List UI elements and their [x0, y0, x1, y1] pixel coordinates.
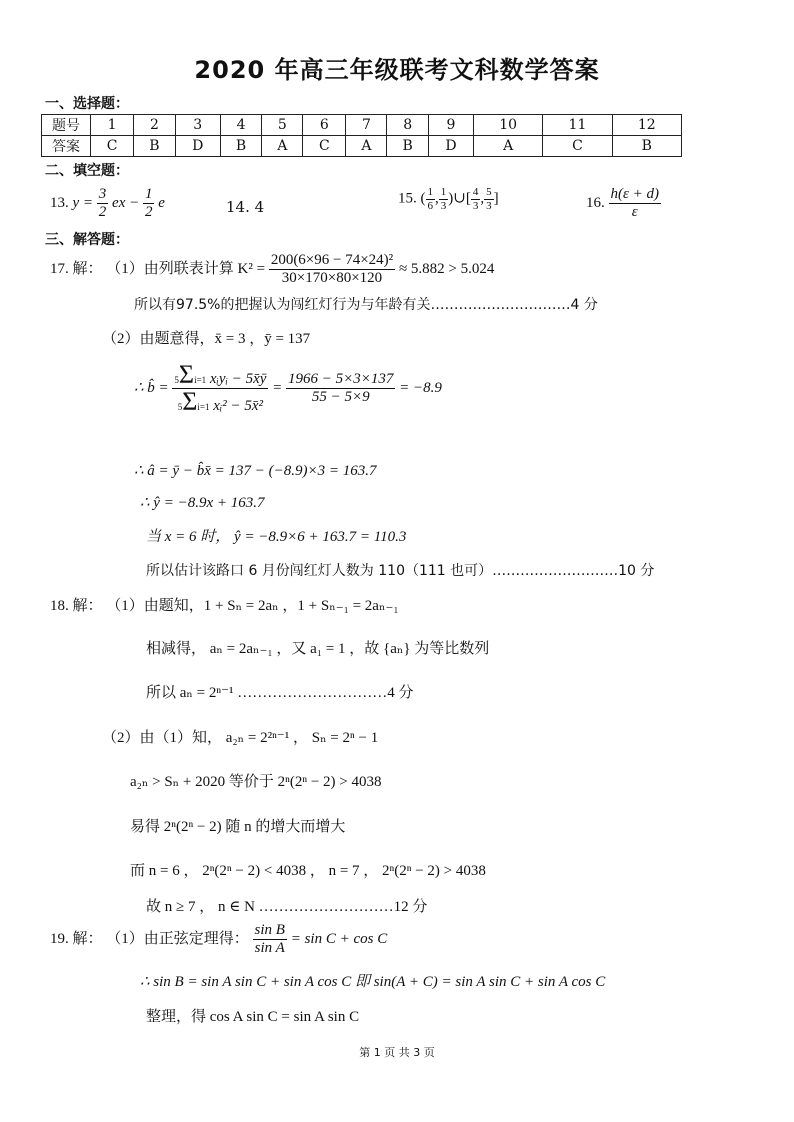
problem-17-a-line: ∴ â = ȳ − b̂x̄ = 137 − (−8.9)×3 = 163.7 [134, 463, 377, 479]
denominator: 2 [98, 204, 107, 221]
sigma-icon: Σ [178, 360, 195, 389]
problem-17-estimate: 所以估计该路口 6 月份闯红灯人数为 110（111 也可）………………………10 分 [146, 563, 655, 579]
problem-label: 17. 解： [50, 261, 103, 278]
formula-text: （1）由正弦定理得： [106, 931, 249, 948]
problem-17-when-line: 当 x = 6 时， ŷ = −8.9×6 + 163.7 = 110.3 [146, 529, 407, 545]
numerator: 5 [486, 186, 492, 198]
answer-13 [50, 186, 165, 222]
answer-14: 14. 4 [226, 198, 265, 216]
denominator: 3 [440, 199, 447, 212]
denominator [172, 389, 268, 415]
fraction [439, 186, 449, 212]
formula-text: ≈ 5.882 > 5.024 [398, 261, 495, 278]
problem-18-line8: 故 n ≥ 7 ， n ∈ N ………………………12 分 [146, 899, 428, 915]
problem-17-part1 [50, 252, 494, 288]
problem-18-line5: a₂ₙ > Sₙ + 2020 等价于 2ⁿ(2ⁿ − 2) > 4038 [130, 774, 382, 790]
numerator: h(ε + d) [609, 186, 662, 204]
table-cell: 5 [262, 115, 303, 136]
table-cell: B [387, 136, 429, 157]
numerator: 4 [472, 186, 479, 198]
denominator: ε [631, 204, 638, 221]
table-cell: B [220, 136, 262, 157]
sum-upper: 5 [177, 402, 183, 413]
fraction [97, 186, 109, 222]
fraction [269, 252, 395, 288]
problem-18-line6: 易得 2ⁿ(2ⁿ − 2) 随 n 的增大而增大 [130, 819, 346, 835]
table-cell: C [303, 136, 346, 157]
table-cell: 1 [91, 115, 134, 136]
table-cell: A [473, 136, 542, 157]
problem-19-line1 [50, 922, 387, 958]
fraction [609, 186, 662, 222]
table-cell: 4 [220, 115, 262, 136]
page-footer: 第 1 页 共 3 页 [359, 1046, 435, 1059]
fraction [471, 186, 481, 212]
problem-18-line2: 相减得， aₙ = 2aₙ₋₁ ，又 a₁ = 1 ，故 {aₙ} 为等比数列 [146, 641, 490, 657]
sigma-icon: Σ [182, 387, 198, 417]
numerator: 200(6×96 − 74×24)² [269, 252, 395, 270]
sum-lower: i=1 [197, 402, 210, 413]
table-cell: A [346, 136, 387, 157]
denominator: 55 − 5×9 [311, 389, 370, 406]
formula-text: = −8.9 [399, 380, 442, 397]
problem-18-line3: 所以 aₙ = 2ⁿ⁻¹ …………………………4 分 [146, 685, 414, 701]
denominator: 30×170×80×120 [281, 270, 383, 287]
problem-17-y-line: ∴ ŷ = −8.9x + 163.7 [140, 495, 265, 511]
problem-19-line2: ∴ sin B = sin A sin C + sin A cos C 即 sin(A + C) = sin A sin C + sin A cos C [140, 974, 606, 990]
denominator: 3 [486, 199, 492, 212]
formula-text: ex − [112, 195, 140, 212]
formula-text: e [158, 195, 165, 212]
formula-text: = sin C + cos C [290, 931, 388, 948]
numerator: sin B [253, 922, 287, 940]
row-label-number: 题号 [42, 115, 91, 136]
formula-text: （1）由题知，1 + Sₙ = 2aₙ ，1 + Sₙ₋₁ = 2aₙ₋₁ [106, 598, 399, 614]
denominator: sin A [254, 940, 285, 957]
numerator [172, 362, 268, 389]
denominator: 6 [427, 199, 433, 212]
sum-lower: i=1 [194, 375, 207, 385]
fraction [143, 186, 155, 222]
answer-table [41, 114, 682, 157]
problem-19-line3: 整理，得 cos A sin C = sin A sin C [146, 1009, 360, 1025]
problem-label: 19. 解： [50, 931, 103, 948]
problem-17-conclusion: 所以有97.5%的把握认为闯红灯行为与年龄有关…………………………4 分 [134, 297, 598, 313]
section-fill-heading: 二、填空题： [45, 163, 129, 179]
table-row-answers [42, 136, 682, 157]
table-cell: D [175, 136, 220, 157]
problem-18-line7: 而 n = 6 ， 2ⁿ(2ⁿ − 2) < 4038 ， n = 7 ， 2ⁿ(2ⁿ − 2) > 4038 [130, 863, 486, 879]
problem-18-line1 [50, 597, 399, 615]
table-cell: C [543, 136, 612, 157]
formula-text: y = [72, 195, 94, 212]
table-cell: A [262, 136, 303, 157]
fraction [286, 371, 395, 407]
page-title: 2020 年高三年级联考文科数学答案 [194, 56, 600, 84]
row-label-answer: 答案 [42, 136, 91, 157]
fraction [172, 362, 268, 416]
question-number: 16. [586, 195, 605, 212]
numerator: 3 [97, 186, 109, 204]
problem-18-line4: （2）由（1）知， a₂ₙ = 2²ⁿ⁻¹ ， Sₙ = 2ⁿ − 1 [102, 730, 379, 746]
fraction [253, 922, 287, 958]
numerator: 1 [440, 186, 447, 198]
table-row-numbers [42, 115, 682, 136]
table-cell: 3 [175, 115, 220, 136]
problem-17-b-formula: ∴ b̂ = $\frac{\text{5Σi=1 xᵢyᵢ − 5x̄ȳ}}{\text{5Σi=1 xᵢ² − 5x̄²}}$ = $\frac{1966 - 5\times 3\times 137}{55 - 5\times 9}$ = −8.9 [134, 360, 442, 417]
question-number: 13. [50, 195, 69, 212]
table-cell: 9 [428, 115, 473, 136]
denominator-expression: xᵢ² − 5x̄² [213, 398, 264, 415]
answer-15: 15. ( $\frac{1}{6}$ , $\frac{1}{3}$ )∪[ $\frac{4}{3}$ , $\frac{5}{3}$ ] [398, 186, 499, 212]
formula-text: （1）由列联表计算 K² = [106, 261, 266, 278]
table-cell: B [134, 136, 176, 157]
section-solve-heading: 三、解答题： [45, 232, 129, 248]
question-number: 15. [398, 190, 417, 207]
numerator: 1 [143, 186, 155, 204]
fraction [426, 186, 436, 212]
table-cell: 8 [387, 115, 429, 136]
table-cell: C [91, 136, 134, 157]
numerator: 1 [427, 186, 433, 198]
table-cell: 6 [303, 115, 346, 136]
sum-upper: 5 [174, 375, 179, 385]
table-cell: 12 [612, 115, 681, 136]
formula-text: ∴ b̂ = [134, 380, 169, 397]
section-choice-heading: 一、选择题： [45, 96, 129, 112]
table-cell: 2 [134, 115, 176, 136]
fraction [484, 186, 494, 212]
table-cell: 10 [473, 115, 542, 136]
problem-17-part2-intro: （2）由题意得，x̄ = 3 ，ȳ = 137 [102, 331, 311, 347]
table-cell: B [612, 136, 681, 157]
numerator: 1966 − 5×3×137 [286, 371, 395, 389]
answer-16 [586, 186, 661, 222]
table-cell: D [428, 136, 473, 157]
table-cell: 11 [543, 115, 612, 136]
table-cell: 7 [346, 115, 387, 136]
problem-label: 18. 解： [50, 598, 103, 614]
denominator: 3 [472, 199, 479, 212]
denominator: 2 [144, 204, 153, 221]
numerator-expression: xᵢyᵢ − 5x̄ȳ [209, 371, 267, 387]
